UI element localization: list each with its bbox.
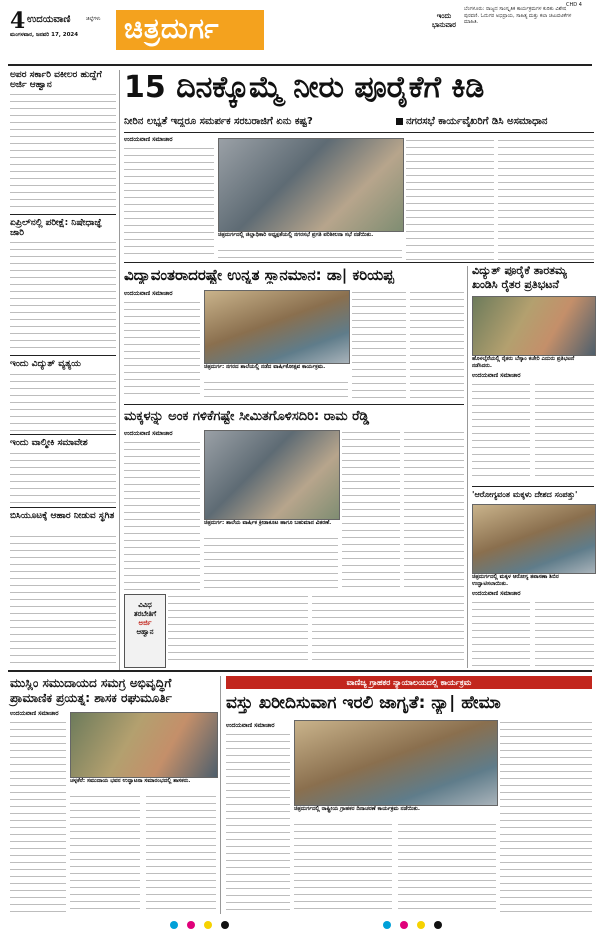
muslim-body-col2 bbox=[70, 794, 140, 912]
makkalu-byline: ಉದಯವಾಣಿ ಸಮಾಚಾರ bbox=[124, 430, 173, 437]
brand-name: ಉದಯವಾಣಿ bbox=[27, 14, 71, 25]
muslim-body-col1 bbox=[10, 720, 66, 912]
makkalu-body-col2 bbox=[204, 536, 338, 590]
left-story1-body bbox=[10, 92, 116, 212]
arogya-body-col2 bbox=[535, 600, 594, 666]
masthead bbox=[0, 0, 600, 66]
left-story3-headline: ಇಂದು ವಿದ್ಯುತ್ ವ್ಯತ್ಯಯ bbox=[10, 359, 81, 369]
vastu-body-col2 bbox=[294, 822, 392, 912]
lower-section-rule bbox=[8, 670, 592, 672]
arogya-headline: 'ಆರೋಗ್ಯವಂತ ಮಕ್ಕಳು ದೇಶದ ಸಂಪತ್ತು' bbox=[472, 490, 578, 499]
ad-adjacent-body-1 bbox=[168, 594, 308, 666]
arogya-photo-caption: ಚಿತ್ರದುರ್ಗದಲ್ಲಿ ಮಕ್ಕಳ ಆರೋಗ್ಯ ತಪಾಸಣಾ ಶಿಬಿರ ಉದ್ಘಾಟಿಸಲಾಯಿತು. bbox=[472, 574, 559, 587]
vastu-headline: ವಸ್ತು ಖರೀದಿಸುವಾಗ ಇರಲಿ ಜಾಗೃತೆ: ನ್ಯಾ| ಹೇಮಾ bbox=[226, 693, 501, 713]
vidya-photo-caption: ಚಿತ್ರದುರ್ಗ: ನಗರದ ಶಾಲೆಯಲ್ಲಿ ನಡೆದ ವಾರ್ಷಿಕೋತ್ಸವ ಕಾರ್ಯಕ್ರಮ. bbox=[204, 364, 326, 370]
edition-label: ಜಿಲ್ಲೆಗಳು bbox=[86, 16, 101, 22]
vastu-body-col1 bbox=[226, 732, 290, 912]
vidyut-body-col1 bbox=[472, 382, 530, 482]
promo-label: ಇಂದು ಭಾನುವಾರ bbox=[431, 12, 457, 29]
district-banner bbox=[116, 10, 264, 50]
main-photo bbox=[218, 138, 404, 232]
vidya-headline: ವಿದ್ಯಾವಂತರಾದರಷ್ಟೇ ಉನ್ನತ ಸ್ಥಾನಮಾನ: ಡಾ| ಕರಿಯಪ್ಪ bbox=[124, 266, 394, 284]
vastu-byline: ಉದಯವಾಣಿ ಸಮಾಚಾರ bbox=[226, 722, 275, 729]
makkalu-body-col3 bbox=[342, 430, 400, 590]
registration-marks bbox=[96, 914, 516, 924]
subhead-marker bbox=[396, 118, 403, 125]
promo-text: ಬೆಂಗಳೂರು: ರಾಜ್ಯದ ಸಾಂಸ್ಕೃತಿಕ ಕಾರ್ಯಕ್ರಮಗಳ ಕುರಿತು ವಿಶೇಷ ಪುರವಣಿ. ಓದುಗರ ಅಭಿಪ್ರಾಯ, ಸಾಹಿತ್ಯ ಮತ್ತು ಕಲಾ ಚಟುವಟಿಕೆಗಳ ಮಾಹಿತಿ. bbox=[464, 6, 572, 25]
vastu-body-col4 bbox=[500, 720, 592, 912]
arogya-byline: ಉದಯವಾಣಿ ಸಮಾಚಾರ bbox=[472, 590, 521, 597]
vidya-photo bbox=[204, 290, 350, 364]
training-ad-box bbox=[124, 594, 166, 668]
district-title: ಚಿತ್ರದುರ್ಗ bbox=[124, 12, 220, 45]
vidyut-bottom-rule bbox=[472, 486, 594, 487]
vidyut-photo bbox=[472, 296, 596, 356]
left-story4-headline: ಇಂದು ವಾಲ್ಮೀಕಿ ಸಮಾವೇಶ bbox=[10, 438, 88, 448]
ad-line-1: ವಿವಿಧ bbox=[138, 601, 152, 609]
vastu-body-col3 bbox=[398, 822, 496, 912]
left-divider-4 bbox=[10, 507, 116, 508]
ad-line-3: ಅರ್ಜಿ bbox=[138, 619, 152, 627]
vastu-photo-main bbox=[294, 720, 498, 806]
page-code: CHD 4 bbox=[566, 2, 582, 8]
main-body-col1 bbox=[124, 146, 214, 256]
left-story4-body bbox=[10, 451, 116, 505]
ad-adjacent-body-2 bbox=[312, 594, 464, 666]
left-story5-headline: ಬಿಸಿಯೂಟಕ್ಕೆ ಆಹಾರ ನೀಡುವ ಸ್ಥಗಿತ bbox=[10, 511, 115, 521]
left-column-rule bbox=[119, 70, 120, 670]
vastu-kicker bbox=[226, 676, 592, 689]
vidya-body-col3 bbox=[352, 290, 406, 400]
masthead-rule bbox=[8, 64, 592, 66]
vidyut-photo-caption: ಹೊಳಲ್ಕೆರೆಯಲ್ಲಿ ರೈತರು ಬೆಸ್ಕಾಂ ಕಚೇರಿ ಎದುರು ಪ್ರತಿಭಟನೆ ನಡೆಸಿದರು. bbox=[472, 356, 575, 369]
left-story1-headline: ಅಪರ ಸರ್ಕಾರಿ ವಕೀಲರ ಹುದ್ದೆಗೆ ಅರ್ಜಿ ಆಹ್ವಾನ bbox=[10, 70, 102, 90]
makkalu-headline: ಮಕ್ಕಳನ್ನು ಅಂಕ ಗಳಿಕೆಗಷ್ಟೇ ಸೀಮಿತಗೊಳಿಸದಿರಿ: ರಾಮ ರೆಡ್ಡಿ bbox=[124, 409, 370, 424]
makkalu-photo-caption: ಚಿತ್ರದುರ್ಗ: ಶಾಲೆಯ ವಾರ್ಷಿಕ ಕ್ರೀಡಾಕೂಟ ಹಾಗೂ ಬಹುಮಾನ ವಿತರಣೆ. bbox=[204, 520, 332, 526]
left-story2-body bbox=[10, 240, 116, 352]
main-body-col2 bbox=[218, 248, 402, 260]
vidya-byline: ಉದಯವಾಣಿ ಸಮಾಚಾರ bbox=[124, 290, 173, 297]
main-subhead2: ನಗರಸಭೆ ಕಾರ್ಯವೈಖರಿಗೆ ಡಿಸಿ ಅಸಮಾಧಾನ bbox=[406, 116, 548, 127]
vidya-body-col1 bbox=[124, 300, 200, 400]
vidya-bottom-rule bbox=[124, 404, 464, 405]
makkalu-body-col4 bbox=[404, 430, 464, 590]
right-column-rule bbox=[467, 266, 468, 668]
main-body-col3 bbox=[406, 138, 494, 260]
left-divider-2 bbox=[10, 355, 116, 356]
vastu-kicker-text: ವಾಣಿಜ್ಯ ಗ್ರಾಹಕರ ನ್ಯಾಯಾಲಯದಲ್ಲಿ ಕಾರ್ಯಕ್ರಮ bbox=[346, 678, 472, 687]
vastu-photo-caption: ಚಿತ್ರದುರ್ಗದಲ್ಲಿ ರಾಷ್ಟ್ರೀಯ ಗ್ರಾಹಕರ ದಿನಾಚರಣೆ ಕಾರ್ಯಕ್ರಮ ನಡೆಯಿತು. bbox=[294, 806, 420, 812]
lower-column-rule bbox=[220, 676, 221, 914]
arogya-body-col1 bbox=[472, 600, 530, 666]
muslim-photo-caption: ಚಳ್ಳಕೆರೆ: ಸಮುದಾಯ ಭವನ ಉದ್ಘಾಟನಾ ಸಮಾರಂಭದಲ್ಲಿ ಶಾಸಕರು. bbox=[70, 778, 191, 784]
makkalu-photo bbox=[204, 430, 340, 520]
vidyut-byline: ಉದಯವಾಣಿ ಸಮಾಚಾರ bbox=[472, 372, 521, 379]
main-byline: ಉದಯವಾಣಿ ಸಮಾಚಾರ bbox=[124, 136, 173, 143]
vidya-body-col4 bbox=[410, 290, 464, 400]
main-headline: 15 ದಿನಕ್ಕೊಮ್ಮೆ ನೀರು ಪೂರೈಕೆಗೆ ಕಿಡಿ bbox=[124, 70, 485, 105]
main-bottom-rule bbox=[124, 262, 594, 263]
vidya-body-col2 bbox=[204, 380, 348, 400]
makkalu-body-col1 bbox=[124, 440, 200, 590]
main-subhead: ನೀರಿನ ಲಭ್ಯತೆ ಇದ್ದರೂ ಸಮರ್ಪಕ ಸರಬರಾಜಿಗೆ ಏನು ಕಷ್ಟ? bbox=[124, 116, 313, 127]
issue-date: ಮಂಗಳವಾರ, ಜನವರಿ 17, 2024 bbox=[10, 32, 79, 38]
vidyut-body-col2 bbox=[535, 382, 594, 482]
page-number: 4 bbox=[10, 8, 26, 34]
left-story5-body bbox=[10, 534, 116, 664]
left-story2-headline: ಏಪ್ರಿಲ್‌ನಲ್ಲಿ ಪರೀಕ್ಷೆ: ನಿಷೇಧಾಜ್ಞೆ ಜಾರಿ bbox=[10, 218, 103, 238]
left-divider-1 bbox=[10, 214, 116, 215]
arogya-photo bbox=[472, 504, 596, 574]
muslim-body-col3 bbox=[146, 794, 216, 912]
subhead-rule bbox=[124, 132, 594, 133]
muslim-photo bbox=[70, 712, 218, 778]
left-story3-body bbox=[10, 372, 116, 432]
ad-line-4: ಆಹ್ವಾನ bbox=[136, 628, 154, 636]
main-body-col4 bbox=[498, 138, 594, 260]
muslim-headline: ಮುಸ್ಲಿಂ ಸಮುದಾಯದ ಸಮಗ್ರ ಅಭಿವೃದ್ಧಿಗೆ ಪ್ರಾಮಾಣಿಕ ಪ್ರಯತ್ನ: ಶಾಸಕ ರಘುಮೂರ್ತಿ bbox=[10, 676, 172, 705]
muslim-byline: ಉದಯವಾಣಿ ಸಮಾಚಾರ bbox=[10, 710, 59, 717]
left-divider-3 bbox=[10, 434, 116, 435]
main-photo-caption: ಚಿತ್ರದುರ್ಗದಲ್ಲಿ ಜಿಲ್ಲಾಧಿಕಾರಿ ಅಧ್ಯಕ್ಷತೆಯಲ್ಲಿ ನಗರಸಭೆ ಪ್ರಗತಿ ಪರಿಶೀಲನಾ ಸಭೆ ನಡೆಯಿತು. bbox=[218, 232, 374, 238]
vidyut-headline: ವಿದ್ಯುತ್ ಪೂರೈಕೆ ತಾರತಮ್ಯ ಖಂಡಿಸಿ ರೈತರ ಪ್ರತಿಭಟನೆ bbox=[472, 264, 567, 291]
ad-line-2: ತರಬೇತಿಗೆ bbox=[133, 610, 157, 618]
